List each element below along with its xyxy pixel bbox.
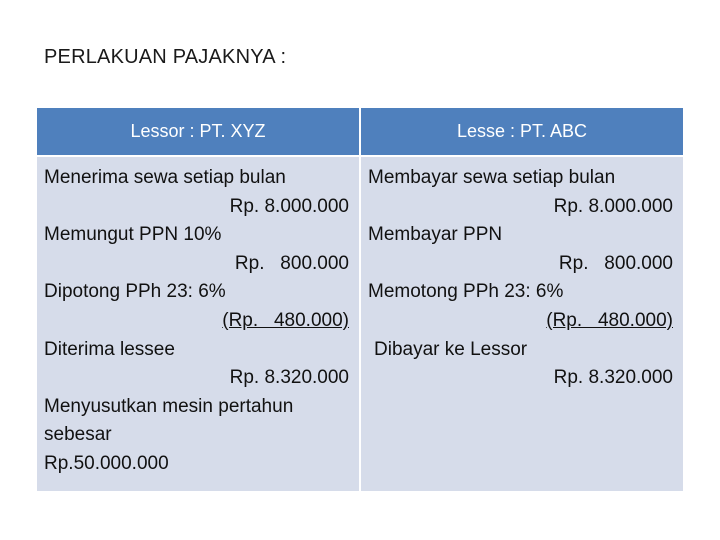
lessor-amount-rent: Rp. 8.000.000 (229, 195, 349, 217)
lessee-amount-pph: (Rp. 480.000) (546, 309, 673, 331)
column-divider (359, 108, 361, 491)
header-lessee: Lesse : PT. ABC (361, 108, 683, 155)
lessee-line-withhold-pph: Memotong PPh 23: 6% (368, 281, 564, 303)
lessee-line-pay-ppn: Membayar PPN (368, 224, 503, 246)
lessee-amount-rent: Rp. 8.000.000 (553, 195, 673, 217)
lessee-amount-paid: Rp. 8.320.000 (553, 367, 673, 389)
lessor-amount-received: Rp. 8.320.000 (229, 367, 349, 389)
lessor-line-depreciation: Menyusutkan mesin pertahun (44, 395, 294, 417)
lessee-amount-ppn: Rp. 800.000 (558, 252, 673, 274)
lessor-amount-pph: (Rp. 480.000) (222, 309, 349, 331)
lessee-line-paid: Dibayar ke Lessor (374, 338, 528, 360)
lessor-column (44, 164, 349, 479)
lessee-line-pay-rent: Membayar sewa setiap bulan (368, 167, 616, 188)
lessor-line-received: Diterima lessee (44, 338, 175, 360)
lessee-column (368, 164, 673, 393)
tax-treatment-table (37, 108, 683, 491)
lessor-line-receive-rent: Menerima sewa setiap bulan (44, 167, 286, 188)
lessor-line-collect-ppn: Memungut PPN 10% (44, 224, 222, 246)
lessor-line-pph-withheld: Dipotong PPh 23: 6% (44, 281, 226, 303)
lessor-line-depreciation-cont: sebesar (44, 424, 112, 446)
header-divider (37, 155, 683, 157)
page-title: PERLAKUAN PAJAKNYA : (44, 46, 287, 68)
lessor-amount-ppn: Rp. 800.000 (234, 252, 349, 274)
lessor-amount-depreciation: Rp.50.000.000 (44, 452, 169, 474)
header-lessor: Lessor : PT. XYZ (37, 108, 359, 155)
